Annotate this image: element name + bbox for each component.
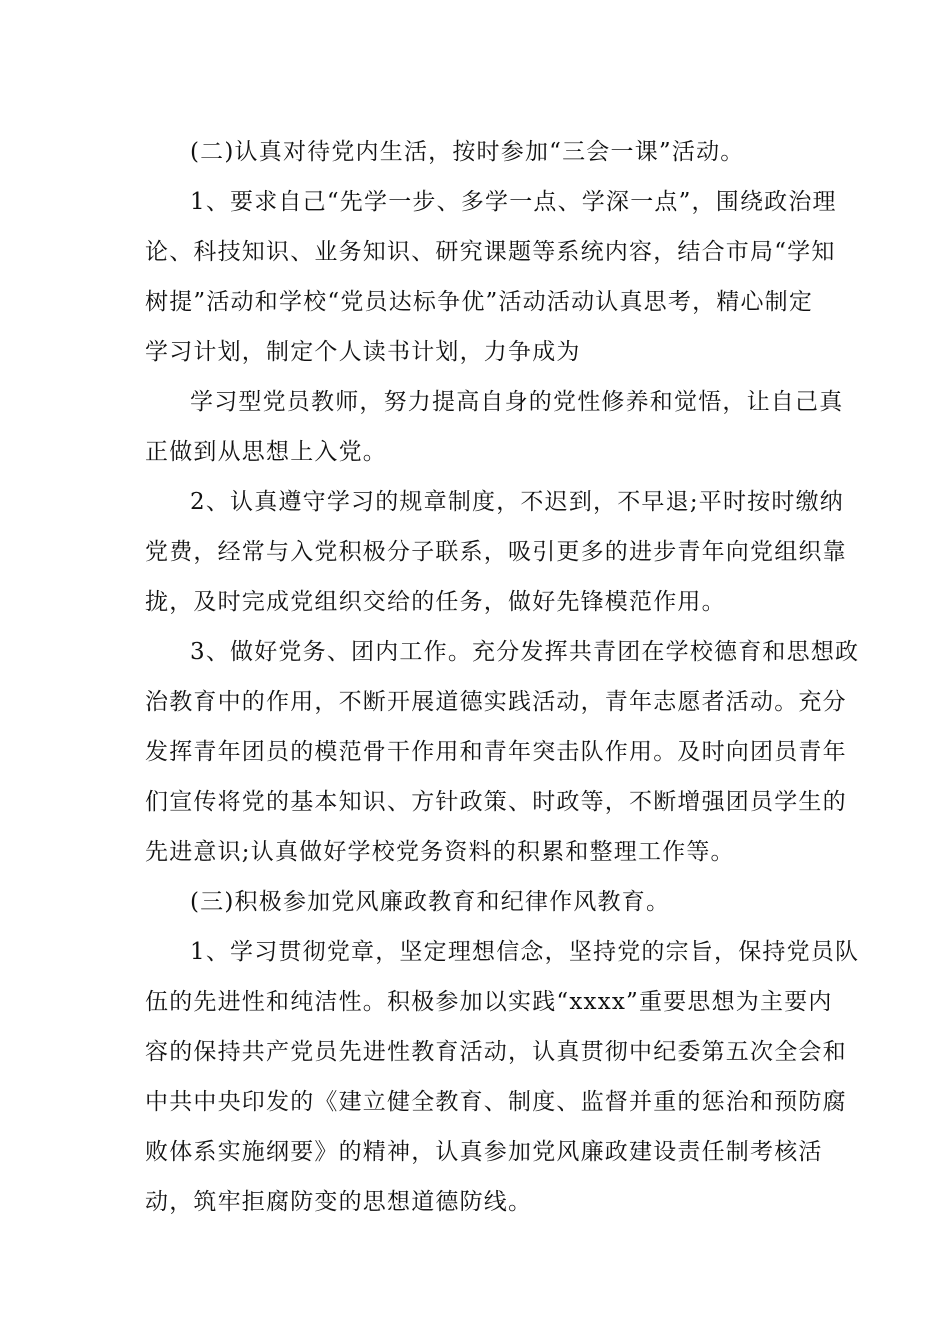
paragraph-line: 2、认真遵守学习的规章制度，不迟到，不早退;平时按时缴纳 [190, 489, 844, 515]
paragraph-line: 治教育中的作用，不断开展道德实践活动，青年志愿者活动。充分 [145, 689, 847, 715]
paragraph-line: 先进意识;认真做好学校党务资料的积累和整理工作等。 [145, 839, 735, 865]
section-heading-3: (三)积极参加党风廉政教育和纪律作风教育。 [190, 889, 671, 915]
paragraph-line: 3、做好党务、团内工作。充分发挥共青团在学校德育和思想政 [190, 639, 860, 665]
paragraph-line: 学习计划，制定个人读书计划，力争成为 [145, 339, 581, 365]
paragraph-line: 1、学习贯彻党章，坚定理想信念，坚持党的宗旨，保持党员队 [190, 939, 860, 965]
paragraph-line: 发挥青年团员的模范骨干作用和青年突击队作用。及时向团员青年 [145, 739, 847, 765]
paragraph-line: 中共中央印发的《建立健全教育、制度、监督并重的惩治和预防腐 [145, 1089, 847, 1115]
paragraph-line: 拢，及时完成党组织交给的任务，做好先锋模范作用。 [145, 589, 726, 615]
section-heading-2: (二)认真对待党内生活，按时参加“三会一课”活动。 [190, 139, 745, 165]
paragraph-line: 动，筑牢拒腐防变的思想道德防线。 [145, 1189, 533, 1215]
paragraph-line: 们宣传将党的基本知识、方针政策、时政等，不断增强团员学生的 [145, 789, 847, 815]
paragraph-line: 1、要求自己“先学一步、多学一点、学深一点”，围绕政治理 [190, 189, 837, 215]
paragraph-line: 学习型党员教师，努力提高自身的党性修养和觉悟，让自己真 [190, 389, 844, 415]
paragraph-line: 正做到从思想上入党。 [145, 439, 387, 465]
paragraph-line: 容的保持共产党员先进性教育活动，认真贯彻中纪委第五次全会和 [145, 1039, 847, 1065]
paragraph-line: 党费，经常与入党积极分子联系，吸引更多的进步青年向党组织靠 [145, 539, 847, 565]
paragraph-line: 树提”活动和学校“党员达标争优”活动活动认真思考，精心制定 [145, 289, 814, 315]
paragraph-line: 败体系实施纲要》的精神，认真参加党风廉政建设责任制考核活 [145, 1139, 823, 1165]
paragraph-line: 论、科技知识、业务知识、研究课题等系统内容，结合市局“学知 [145, 239, 836, 265]
paragraph-line: 伍的先进性和纯洁性。积极参加以实践“xxxx”重要思想为主要内 [145, 989, 833, 1015]
